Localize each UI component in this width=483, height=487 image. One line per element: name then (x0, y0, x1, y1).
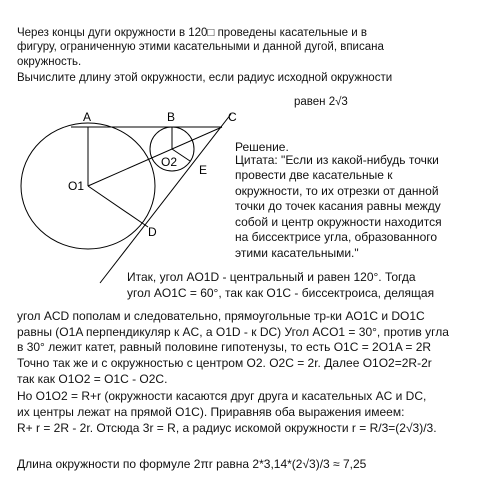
solution-line: Но O1O2 = R+r (окружности касаются друг друга и касательных AC и DC, (17, 389, 427, 403)
bisector-o1c (88, 127, 222, 186)
solution-line: Точно так же и с окружностью с центром O2. O2C = 2r. Далее O1O2=2R-2r (17, 356, 432, 370)
problem-line-3: окружность. (17, 56, 82, 68)
solution-line: в 30° лежит катет, равный половине гипотенузы, то есть O1C = 2O1A = 2R (17, 340, 432, 354)
radius-o1d (88, 186, 148, 227)
quote-line: провести две касательные к (235, 168, 393, 182)
final-answer: Длина окружности по формуле 2πr равна 2*3,14*(2√3)/3 ≈ 7,25 (17, 457, 367, 471)
solution-line: так как O1O2 = O1C - O2C. (17, 372, 168, 386)
label-a: A (83, 110, 92, 124)
tangent-line-cd (100, 114, 231, 283)
problem-line-1: Через концы дуги окружности в 120□ проведены касательные и в (17, 27, 367, 39)
problem-line-2: фигуру, ограниченную этими касательными и данной дугой, вписана (17, 41, 384, 53)
solution-line: равны (O1A перпендикуляр к AC, а O1D - к DC) Угол ACO1 = 30°, против угла (17, 325, 449, 339)
quote-line: этими касательными." (235, 246, 359, 260)
solution-line: R+ r = 2R - 2r. Отсюда 3r = R, а радиус искомой окружности r = R/3=(2√3)/3. (17, 421, 437, 435)
quote-line: окружности, то их отрезки от данной (235, 184, 439, 198)
quote-line: на биссектрисе угла, образованного (235, 230, 438, 244)
problem-line-4: Вычислите длину этой окружности, если радиус исходной окружности (17, 72, 393, 84)
solution-line: их центры лежат на прямой O1C). Приравняв оба выражения имеем: (17, 405, 405, 419)
label-b: B (167, 110, 176, 124)
quote-line: собой и центр окружности находится (235, 215, 442, 229)
solution-line: Итак, угол AO1D - центральный и равен 120°. Тогда (127, 270, 416, 284)
solution-heading: Решение. (235, 140, 289, 154)
problem-line-5: равен 2√3 (294, 96, 348, 108)
solution-line: угол AO1C = 60°, так как O1C - биссектроиса, делящая (127, 286, 435, 300)
quote-line: Цитата: "Если из какой-нибудь точки (235, 153, 439, 167)
label-e: E (199, 163, 208, 177)
label-o1: O1 (68, 179, 85, 193)
label-c: C (228, 110, 237, 124)
label-d: D (148, 225, 157, 239)
label-o2: O2 (161, 155, 178, 169)
quote-line: точки до точек касания равны между (235, 199, 441, 213)
solution-line: угол ACD пополам и следовательно, прямоугольные тр-ки AO1C и DO1C (17, 309, 425, 323)
